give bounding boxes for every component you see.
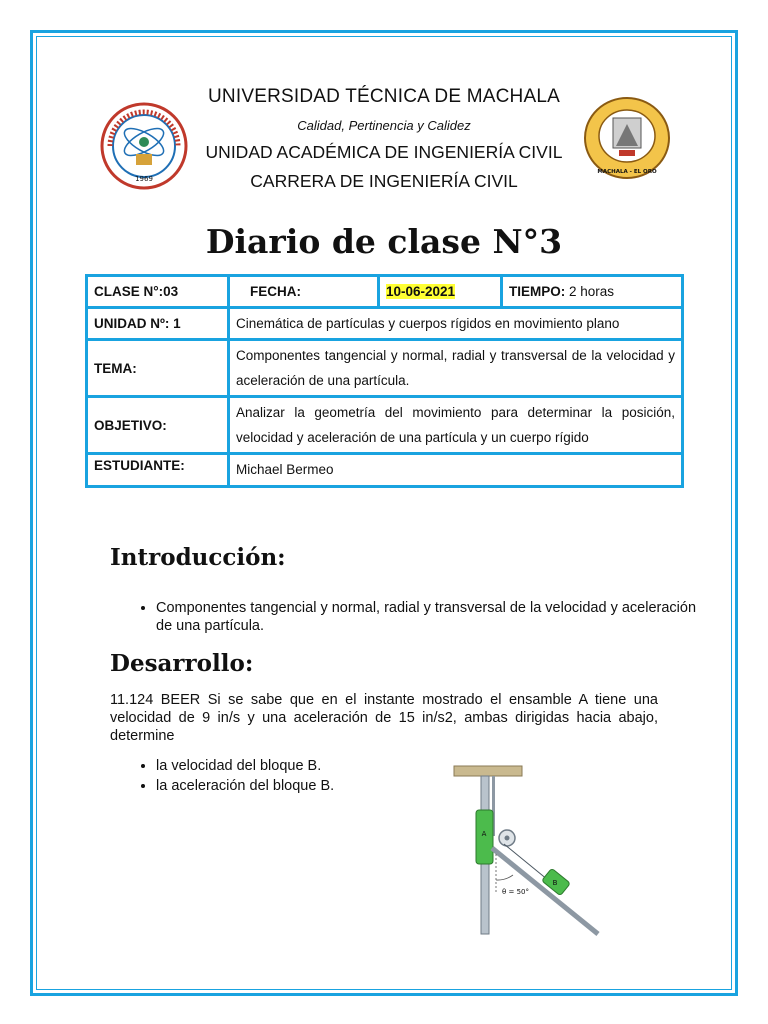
objetivo-value: Analizar la geometría del movimiento para determinar la posición, velocidad y aceleración de una partícula y un cuerpo rígido (229, 397, 683, 454)
svg-text:1969: 1969 (135, 175, 153, 183)
table-row (87, 397, 683, 454)
tema-value: Componentes tangencial y normal, radial y transversal de la velocidad y aceleración de una partícula. (229, 340, 683, 397)
list-item: • la aceleración del bloque B. (156, 776, 456, 796)
tiempo-cell (502, 276, 683, 308)
svg-text:θ = 50°: θ = 50° (502, 888, 530, 896)
university-name: UNIVERSIDAD TÉCNICA DE MACHALA (208, 86, 560, 107)
list-item: • la velocidad del bloque B. (156, 756, 456, 776)
fecha-cell (379, 276, 502, 308)
fecha-label: FECHA: (229, 276, 379, 308)
table-row (87, 308, 683, 340)
university-motto: Calidad, Pertinencia y Calidez (297, 118, 471, 133)
estudiante-label: ESTUDIANTE: (87, 454, 229, 487)
academic-unit: UNIDAD ACADÉMICA DE INGENIERÍA CIVIL (205, 142, 563, 162)
svg-text:A: A (481, 830, 487, 838)
svg-text:B: B (552, 879, 558, 887)
tiempo-value: 2 horas (569, 284, 615, 299)
task-list (110, 756, 456, 796)
desarrollo-heading: Desarrollo: (110, 650, 254, 677)
class-info-table (85, 274, 684, 488)
career-name: CARRERA DE INGENIERÍA CIVIL (250, 171, 518, 191)
clase-label: CLASE N°:03 (87, 276, 229, 308)
fecha-value: 10-06-2021 (386, 284, 456, 299)
tiempo-label: TIEMPO: (509, 284, 566, 299)
objetivo-label: OBJETIVO: (87, 397, 229, 454)
problem-statement: 11.124 BEER Si se sabe que en el instante mostrado el ensamble A tiene una velocidad de 9 in/s y una aceleración de 15 in/s2, ambas dirigidas hacia abajo, determine (110, 692, 658, 744)
faculty-seal-logo (583, 96, 671, 180)
unidad-value: Cinemática de partículas y cuerpos rígidos en movimiento plano (229, 308, 683, 340)
introduccion-heading: Introducción: (110, 544, 286, 571)
estudiante-value: Michael Bermeo (229, 454, 683, 487)
introduccion-list (110, 599, 716, 635)
mechanism-diagram (452, 762, 602, 937)
page-title: Diario de clase N°3 (205, 222, 563, 261)
table-row (87, 276, 683, 308)
unidad-label: UNIDAD Nº: 1 (87, 308, 229, 340)
table-row (87, 454, 683, 487)
svg-text:MACHALA - EL ORO: MACHALA - EL ORO (597, 169, 657, 175)
list-item: • Componentes tangencial y normal, radial y transversal de la velocidad y aceleración de una partícula. (156, 599, 716, 635)
table-row (87, 340, 683, 397)
tema-label: TEMA: (87, 340, 229, 397)
